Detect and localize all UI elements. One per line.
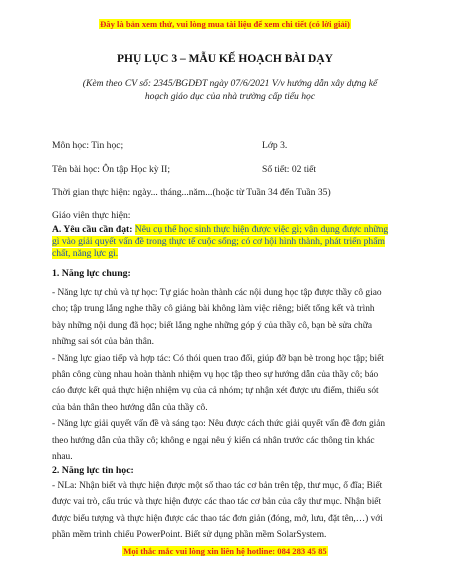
periods-label: Số tiết: 02 tiết [262,164,317,175]
paragraph-line: nhau. [52,452,73,463]
hotline-notice-text: Mọi thắc mắc vui lòng xin liên hệ hotline: 084 283 45 85 [123,546,327,556]
section-a-label: A. Yêu cầu cần đạt: [52,224,133,235]
general-competence-body [52,285,394,465]
paragraph-line: - Năng lực giao tiếp và hợp tác: Có thói quen trao đổi, giúp đỡ bạn bè trong học tập; biết [52,353,384,364]
teacher-label: Giáo viên thực hiện: [52,210,131,221]
lesson-label: Tên bài học: Ôn tập Học kỳ II; [52,164,171,175]
paragraph-line: được biểu tượng và thực hiện được các thao tác đơn giản (đóng, mở, lưu, đặt tên,…) với [52,513,383,524]
paragraph-line: - Năng lực giải quyết vấn đề và sáng tạo: Nêu được cách thức giải quyết vấn đề đơn giản [52,419,386,430]
page-subtitle: (Kèm theo CV số: 2345/BGDĐT ngày 07/6/2021 V/v hướng dẫn xây dựng kế hoạch giáo dục của nhà trường cấp tiểu học [82,78,378,102]
it-competence-heading: 2. Năng lực tin học: [52,465,134,476]
paragraph-line: cáo được kết quả thực hiện nhiệm vụ của cả nhóm; tự nhận xét được ưu điểm, thiếu sót [52,386,379,397]
preview-notice [0,19,450,29]
paragraph-line: phần mềm trình chiếu PowerPoint. Biết sử dụng phần mềm SolarSystem. [52,530,327,541]
it-competence-body [52,478,394,544]
paragraph-line: theo hướng dẫn của thầy cô; không e ngại nêu ý kiến cá nhân trước các thông tin khác [52,435,375,446]
hotline-notice [0,546,450,556]
section-a-text: Nêu cụ thể học sinh thực hiện được việc gì; vận dụng được những gì vào giải quyết vấn đề trong thực tế cuộc sống; có cơ hội hình thành, phát triển phẩm chất, năng lực gì. [52,224,389,260]
paragraph-line: cho; tập trung lắng nghe thầy cô giảng bài không làm việc riêng; biết tổng kết và trình [52,304,375,315]
section-a [52,224,397,261]
general-competence-heading: 1. Năng lực chung: [52,268,131,279]
grade-label: Lớp 3. [262,140,288,151]
subject-label: Môn học: Tin học; [52,140,124,151]
paragraph-line: được vai trò, cấu trúc và thực hiện được các thao tác cơ bản của cây thư mục. Nhận biết [52,497,382,508]
time-label: Thời gian thực hiện: ngày... tháng...năm...(hoặc từ Tuần 34 đến Tuần 35) [52,187,331,198]
paragraph-line: bày những nội dung đã học; biết lắng nghe những góp ý của thầy cô, bạn bè sửa chữa [52,320,372,331]
paragraph-line: của bản thân theo hướng dẫn của thầy cô. [52,402,208,413]
paragraph-line: - Năng lực tự chủ và tự học: Tự giác hoàn thành các nội dung học tập được thầy cô giao [52,288,382,298]
paragraph-line: phân công cùng nhau hoàn thành nhiệm vụ học tập theo sự hướng dẫn của thầy cô; báo [52,370,379,381]
paragraph-line: - NLa: Nhận biết và thực hiện được một số thao tác cơ bản trên tệp, thư mục, ổ đĩa; Biết [52,481,383,491]
page-title: PHỤ LỤC 3 – MẪU KẾ HOẠCH BÀI DẠY [117,53,333,65]
paragraph-line: những sai sót của bản thân. [52,337,154,348]
preview-notice-text: Đây là bản xem thử, vui lòng mua tài liệu để xem chi tiết (có lời giải) [100,19,350,29]
